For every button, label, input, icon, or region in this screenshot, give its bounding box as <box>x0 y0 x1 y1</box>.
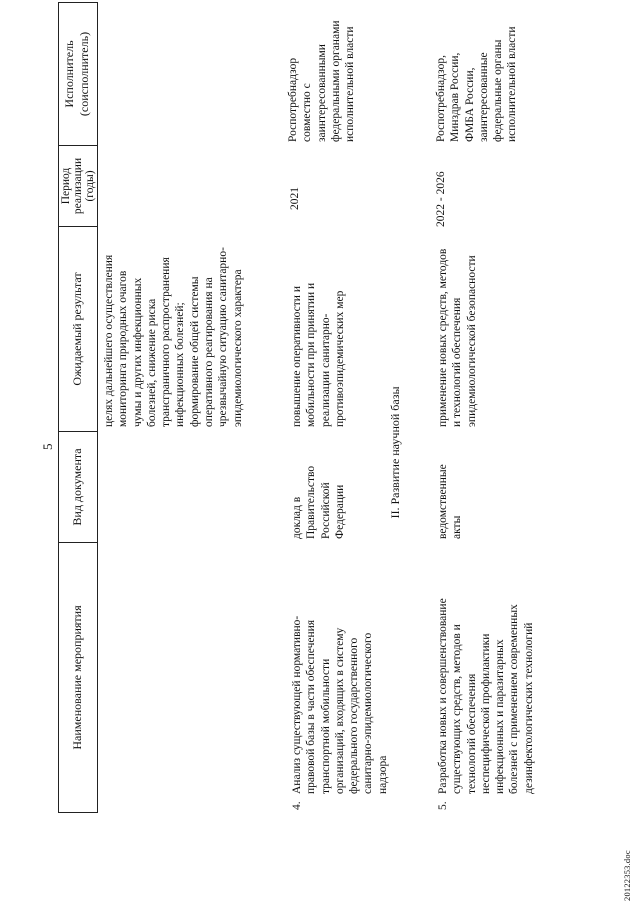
header-period: Период реализации (годы) <box>60 157 96 215</box>
table-top-border <box>58 2 59 813</box>
table-left-border <box>58 812 98 813</box>
row-4-name: Анализ существующей нормативно- правовой базы в части обеспечения транспортной мобильности организаций, входящих в систему федерального государственного санитарно-эпидемиологического надзора <box>291 615 389 794</box>
header-document: Вид документа <box>70 448 84 526</box>
table-header-bottom-border <box>97 2 98 813</box>
section-title: II. Развитие научной базы <box>388 386 402 519</box>
header-executor: Исполнитель (соисполнитель) <box>62 31 91 117</box>
row-4-number: 4. <box>291 801 303 810</box>
row-5-period: 2022 - 2026 <box>435 171 447 227</box>
header-result: Ожидаемый результат <box>70 272 84 386</box>
page-number: 5 <box>40 443 55 450</box>
row-5-document: ведомственные акты <box>437 464 464 539</box>
row-4-executor: Роспотребнадзор совместно с заинтересованными федеральными органами исполнительной власти <box>287 20 357 142</box>
row-4-result: повышение оперативности и мобильности при принятии и реализации санитарно- противоэпидемических мер <box>291 282 346 427</box>
header-name: Наименование мероприятия <box>70 605 84 750</box>
continued-result-text: целях дальнейшего осуществления мониторинга природных очагов чумы и других инфекционных болезней, снижение риска трансграничного распространения инфекционных болезней; формирование общей системы оперативного реагирования на чрезвычайную ситуацию санитарно- эпидемиологического характера <box>103 247 244 427</box>
row-5-executor: Роспотребнадзор, Минздрав России, ФМБА России, заинтересованные федеральные органы исполнительной власти <box>435 26 519 142</box>
row-5-result: применение новых средств, методов и технологий обеспечения эпидемиологической безопасности <box>437 248 478 427</box>
file-reference-footer: 20122353.doc <box>622 850 632 901</box>
row-4-document: доклад в Правительство Российской Федерации <box>291 465 346 539</box>
row-4-period: 2021 <box>289 187 301 210</box>
row-5-name: Разработка новых и совершенствование существующих средств, методов и технологий обеспечения неспецифической профилактики инфекционных и паразитарных болезней с применением современных дезинфектологических технологий <box>437 598 535 794</box>
row-5-number: 5. <box>437 801 449 810</box>
